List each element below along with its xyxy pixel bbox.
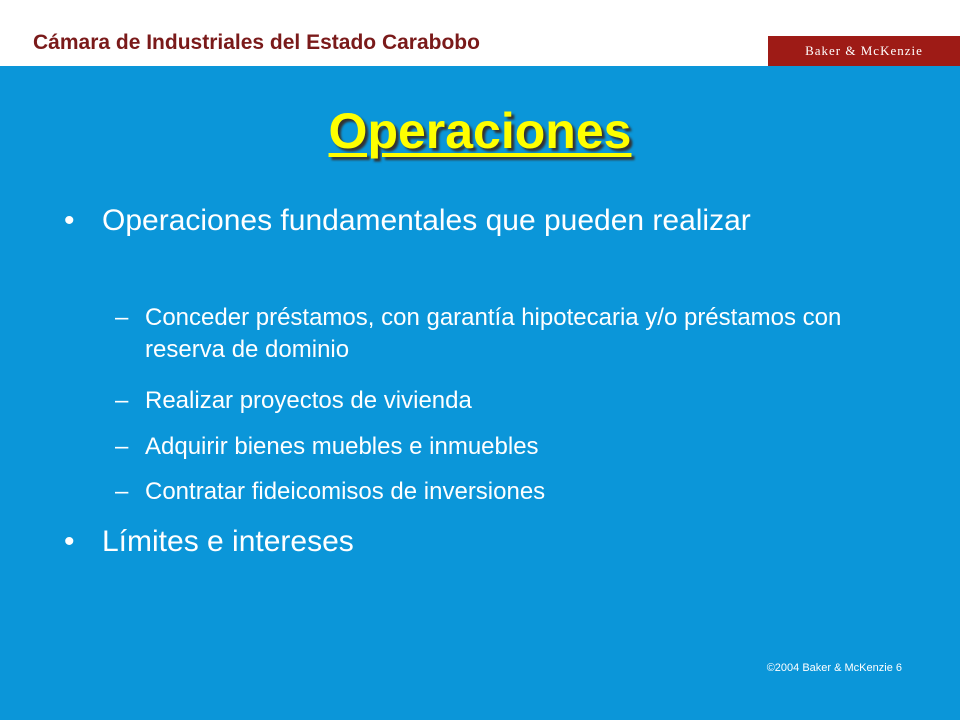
- bullet-marker: •: [64, 204, 75, 237]
- sub-bullet-item: [115, 385, 865, 417]
- bullet-item: [64, 201, 822, 241]
- bullet-marker: •: [64, 525, 75, 558]
- bullet-item: [64, 522, 822, 562]
- sub-bullet-text: Conceder préstamos, con garantía hipotecaria y/o préstamos con reserva de dominio: [145, 304, 842, 363]
- dash-marker: –: [115, 433, 129, 460]
- sub-bullet-text: Contratar fideicomisos de inversiones: [145, 478, 546, 505]
- sub-bullet-text: Realizar proyectos de vivienda: [145, 387, 472, 414]
- baker-mckenzie-logo: Baker & McKenzie: [768, 36, 960, 66]
- sub-bullet-item: [115, 431, 865, 463]
- sub-bullet-text: Adquirir bienes muebles e inmuebles: [145, 433, 539, 460]
- slide-header: [0, 0, 960, 66]
- bullet-text: Límites e intereses: [102, 525, 354, 558]
- dash-marker: –: [115, 387, 129, 414]
- organization-name: Cámara de Industriales del Estado Carabobo: [33, 31, 480, 54]
- dash-marker: –: [115, 304, 129, 331]
- dash-marker: –: [115, 478, 129, 505]
- sub-bullet-item: [115, 302, 865, 366]
- bullet-text: Operaciones fundamentales que pueden realizar: [102, 204, 751, 237]
- slide-body: [0, 66, 960, 720]
- sub-bullet-item: [115, 476, 865, 508]
- slide-title: Operaciones: [328, 103, 632, 159]
- slide-footer: ©2004 Baker & McKenzie 6: [766, 662, 902, 674]
